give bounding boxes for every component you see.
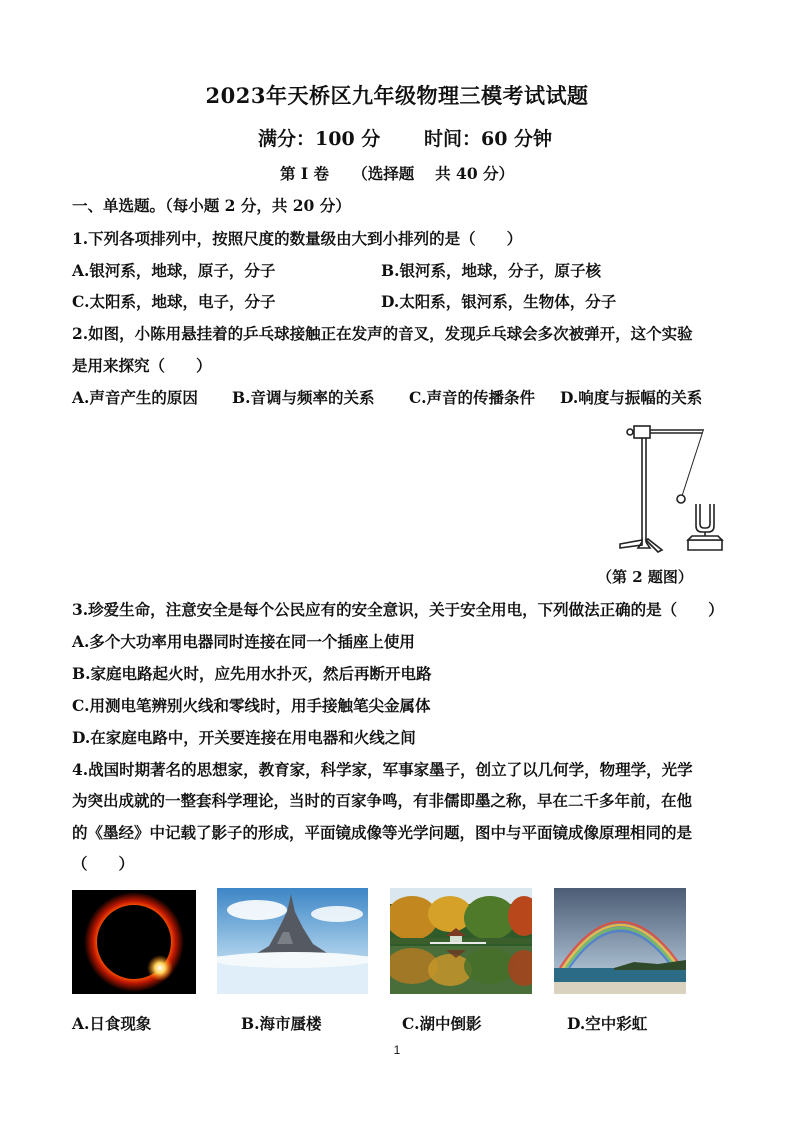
question-3-stem: 3.珍爱生命，注意安全是每个公民应有的安全意识，关于安全用电，下列做法正确的是（ ） bbox=[72, 600, 724, 619]
q3-option-d: D.在家庭电路中，开关要连接在用电器和火线之间 bbox=[72, 728, 416, 747]
solar-eclipse-image bbox=[72, 890, 196, 994]
part-heading: 第 I 卷 （选择题 共 40 分） bbox=[279, 164, 515, 183]
section-heading: 一、单选题。（每小题 2 分，共 20 分） bbox=[72, 196, 351, 215]
q4-option-a: A.日食现象 bbox=[72, 1014, 152, 1033]
time-limit: 时间：60 分钟 bbox=[424, 128, 553, 150]
question-4-stem-line-2: 为突出成就的一整套科学理论，当时的百家争鸣，有非儒即墨之称，早在二千多年前，在他 bbox=[72, 791, 693, 810]
lake-reflection-image bbox=[390, 888, 532, 994]
mirage-image bbox=[217, 888, 368, 994]
question-4-stem-line-3: 的《墨经》中记载了影子的形成，平面镜成像等光学问题，图中与平面镜成像原理相同的是 bbox=[72, 823, 693, 842]
q3-option-b: B.家庭电路起火时，应先用水扑灭，然后再断开电路 bbox=[72, 664, 432, 683]
exam-title: 2023年天桥区九年级物理三模考试试题 bbox=[205, 83, 589, 108]
figure-2-caption: （第 2 题图） bbox=[597, 568, 693, 586]
q3-option-a: A.多个大功率用电器同时连接在同一个插座上使用 bbox=[72, 632, 415, 651]
q2-option-c: C.声音的传播条件 bbox=[409, 388, 535, 407]
q1-option-b: B.银河系，地球，分子，原子核 bbox=[381, 261, 601, 280]
q4-option-c: C.湖中倒影 bbox=[402, 1014, 482, 1033]
question-4-stem-line-4: （ ） bbox=[72, 854, 135, 873]
question-1-stem: 1.下列各项排列中，按照尺度的数量级由大到小排列的是（ ） bbox=[72, 229, 523, 248]
tuning-fork-figure bbox=[612, 418, 732, 560]
q4-option-b: B.海市蜃楼 bbox=[241, 1014, 322, 1033]
q1-option-c: C.太阳系，地球，电子，分子 bbox=[72, 292, 276, 311]
question-2-stem-line-2: 是用来探究（ ） bbox=[72, 356, 212, 375]
q2-option-b: B.音调与频率的关系 bbox=[232, 388, 375, 407]
q1-option-d: D.太阳系，银河系，生物体，分子 bbox=[381, 292, 617, 311]
q4-option-d: D.空中彩虹 bbox=[567, 1014, 648, 1033]
question-2-stem-line-1: 2.如图，小陈用悬挂着的乒乓球接触正在发声的音叉，发现乒乓球会多次被弹开，这个实验 bbox=[72, 324, 693, 343]
q2-option-a: A.声音产生的原因 bbox=[72, 388, 198, 407]
q1-option-a: A.银河系，地球，原子，分子 bbox=[72, 261, 276, 280]
question-4-stem-line-1: 4.战国时期著名的思想家，教育家，科学家，军事家墨子，创立了以几何学，物理学，光学 bbox=[72, 760, 693, 779]
page-number: 1 bbox=[393, 1043, 401, 1057]
full-score: 满分：100 分 bbox=[258, 128, 381, 150]
q2-option-d: D.响度与振幅的关系 bbox=[560, 388, 703, 407]
rainbow-image bbox=[554, 888, 686, 994]
q3-option-c: C.用测电笔辨别火线和零线时，用手接触笔尖金属体 bbox=[72, 696, 431, 715]
